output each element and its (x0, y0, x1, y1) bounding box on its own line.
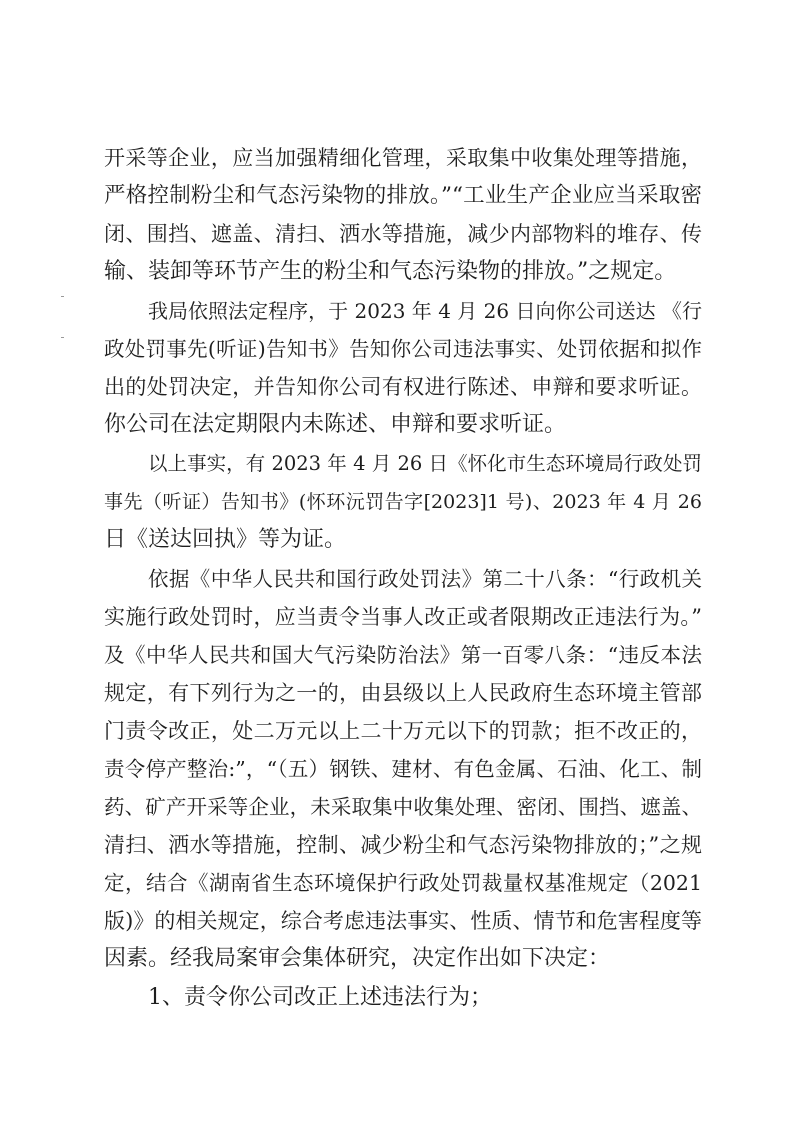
text-line: 药、矿产开采等企业，未采取集中收集处理、密闭、围挡、遮盖、 (104, 795, 702, 819)
text-line: 规定，有下列行为之一的，由县级以上人民政府生态环境主管部 (104, 681, 702, 705)
text-line: 定，结合《湖南省生态环境保护行政处罚裁量权基准规定（2021 (104, 871, 702, 895)
text-line: 输、装卸等环节产生的粉尘和气态污染物的排放。”之规定。 (104, 259, 677, 284)
text-line: 清扫、洒水等措施，控制、减少粉尘和气态污染物排放的；”之规 (104, 833, 702, 857)
text-line: 我局依照法定程序，于 2023 年 4 月 26 日向你公司送达 《行 (148, 299, 702, 323)
text-line: 依据《中华人民共和国行政处罚法》第二十八条：“行政机关 (148, 567, 702, 591)
scan-speck (61, 296, 64, 297)
text-line: 以上事实，有 2023 年 4 月 26 日《怀化市生态环境局行政处罚 (148, 452, 702, 475)
text-line: 你公司在法定期限内未陈述、申辩和要求听证。 (104, 412, 567, 437)
text-line: 门责令改正，处二万元以上二十万元以下的罚款；拒不改正的， (104, 719, 702, 743)
text-line: 政处罚事先(听证)告知书》告知你公司违法事实、处罚依据和拟作 (104, 337, 702, 361)
text-line: 事先（听证）告知书》(怀环沅罚告字[2023]1 号)、2023 年 4 月 26 (104, 491, 702, 513)
text-line: 严格控制粉尘和气态污染物的排放。”“工业生产企业应当采取密 (104, 183, 702, 208)
text-line: 因素。经我局案审会集体研究，决定作出如下决定： (104, 946, 611, 971)
text-line: 责令停产整治:”，“（五）钢铁、建材、有色金属、石油、化工、制 (104, 757, 702, 781)
list-item: 1、责令你公司改正上述违法行为； (148, 985, 492, 1010)
text-line: 版)》的相关规定，综合考虑违法事实、性质、情节和危害程度等 (104, 909, 702, 933)
scan-speck (61, 337, 64, 338)
text-line: 及《中华人民共和国大气污染防治法》第一百零八条：“违反本法 (104, 643, 702, 667)
text-line: 实施行政处罚时，应当责令当事人改正或者限期改正违法行为。” (104, 605, 702, 629)
text-line: 闭、围挡、遮盖、清扫、洒水等措施，减少内部物料的堆存、传 (104, 222, 702, 246)
text-line: 开采等企业，应当加强精细化管理，采取集中收集处理等措施， (104, 146, 702, 170)
text-line: 出的处罚决定，并告知你公司有权进行陈述、申辩和要求听证。 (104, 375, 702, 399)
text-line: 日《送达回执》等为证。 (104, 527, 347, 552)
